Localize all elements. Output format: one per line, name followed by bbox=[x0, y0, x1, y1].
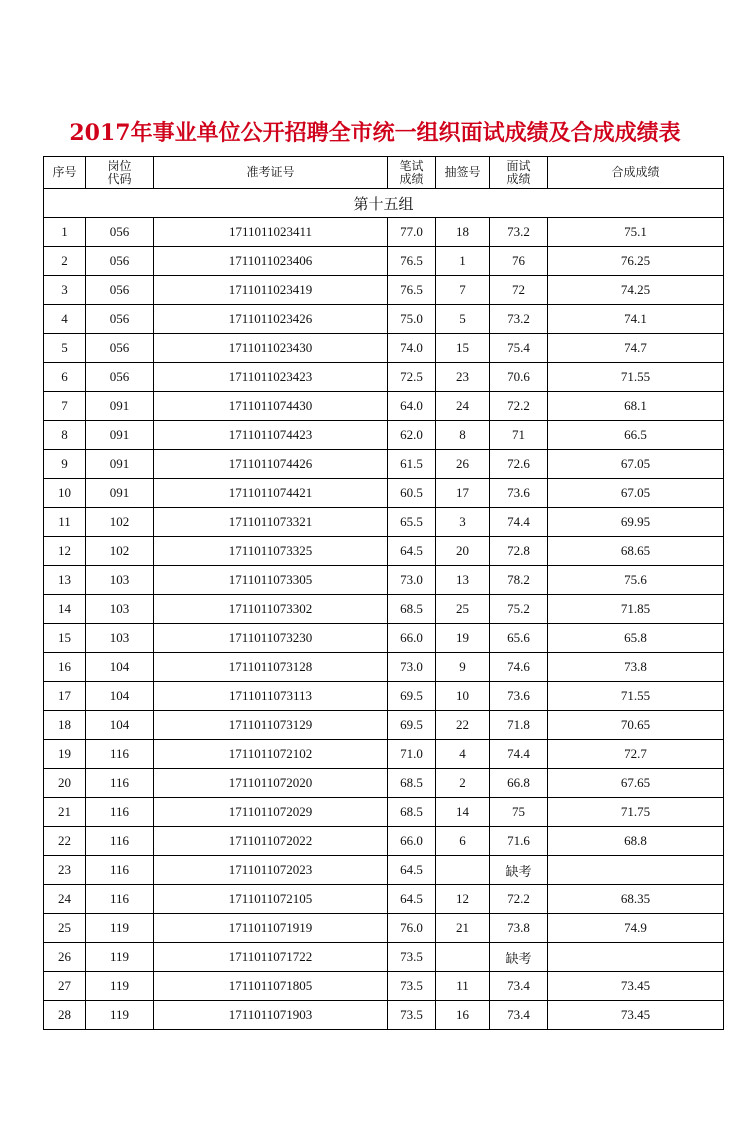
cell-exam-no: 1711011073325 bbox=[154, 537, 388, 566]
table-row bbox=[44, 740, 724, 769]
cell-combined: 67.05 bbox=[548, 479, 724, 508]
cell-exam-no: 1711011073302 bbox=[154, 595, 388, 624]
cell-combined: 70.65 bbox=[548, 711, 724, 740]
cell-interview: 72.2 bbox=[490, 885, 548, 914]
cell-draw-no: 14 bbox=[436, 798, 490, 827]
cell-post-code: 056 bbox=[86, 247, 154, 276]
cell-written: 73.5 bbox=[388, 972, 436, 1001]
cell-interview: 71 bbox=[490, 421, 548, 450]
cell-exam-no: 1711011074430 bbox=[154, 392, 388, 421]
cell-seq: 12 bbox=[44, 537, 86, 566]
table-row bbox=[44, 334, 724, 363]
cell-draw-no: 2 bbox=[436, 769, 490, 798]
cell-written: 74.0 bbox=[388, 334, 436, 363]
table-row bbox=[44, 392, 724, 421]
cell-post-code: 056 bbox=[86, 218, 154, 247]
cell-interview: 缺考 bbox=[490, 856, 548, 885]
table-row bbox=[44, 595, 724, 624]
cell-written: 66.0 bbox=[388, 624, 436, 653]
cell-draw-no: 18 bbox=[436, 218, 490, 247]
cell-draw-no bbox=[436, 856, 490, 885]
cell-interview: 65.6 bbox=[490, 624, 548, 653]
cell-written: 69.5 bbox=[388, 711, 436, 740]
cell-exam-no: 1711011073129 bbox=[154, 711, 388, 740]
cell-exam-no: 1711011072105 bbox=[154, 885, 388, 914]
cell-combined bbox=[548, 856, 724, 885]
cell-interview: 74.6 bbox=[490, 653, 548, 682]
cell-written: 75.0 bbox=[388, 305, 436, 334]
cell-exam-no: 1711011072020 bbox=[154, 769, 388, 798]
score-table bbox=[43, 156, 724, 1030]
cell-seq: 6 bbox=[44, 363, 86, 392]
table-row bbox=[44, 450, 724, 479]
cell-draw-no: 7 bbox=[436, 276, 490, 305]
table-row bbox=[44, 1001, 724, 1030]
group-row bbox=[44, 189, 724, 218]
table-row bbox=[44, 363, 724, 392]
cell-seq: 4 bbox=[44, 305, 86, 334]
cell-written: 65.5 bbox=[388, 508, 436, 537]
cell-seq: 2 bbox=[44, 247, 86, 276]
cell-interview: 73.2 bbox=[490, 218, 548, 247]
cell-interview: 71.6 bbox=[490, 827, 548, 856]
cell-exam-no: 1711011074423 bbox=[154, 421, 388, 450]
table-row bbox=[44, 566, 724, 595]
cell-seq: 23 bbox=[44, 856, 86, 885]
cell-post-code: 119 bbox=[86, 914, 154, 943]
cell-seq: 25 bbox=[44, 914, 86, 943]
cell-exam-no: 1711011023411 bbox=[154, 218, 388, 247]
header-written: 笔试 成绩 bbox=[388, 157, 436, 189]
header-draw-no: 抽签号 bbox=[436, 157, 490, 189]
cell-written: 73.5 bbox=[388, 943, 436, 972]
table-row bbox=[44, 798, 724, 827]
cell-interview: 72.2 bbox=[490, 392, 548, 421]
cell-exam-no: 1711011023419 bbox=[154, 276, 388, 305]
cell-draw-no: 8 bbox=[436, 421, 490, 450]
table-row bbox=[44, 624, 724, 653]
cell-draw-no: 16 bbox=[436, 1001, 490, 1030]
cell-written: 62.0 bbox=[388, 421, 436, 450]
cell-seq: 1 bbox=[44, 218, 86, 247]
cell-seq: 17 bbox=[44, 682, 86, 711]
cell-combined: 74.9 bbox=[548, 914, 724, 943]
cell-exam-no: 1711011071722 bbox=[154, 943, 388, 972]
cell-exam-no: 1711011072102 bbox=[154, 740, 388, 769]
cell-combined: 74.7 bbox=[548, 334, 724, 363]
cell-interview: 73.4 bbox=[490, 972, 548, 1001]
table-row bbox=[44, 247, 724, 276]
cell-draw-no: 17 bbox=[436, 479, 490, 508]
cell-post-code: 119 bbox=[86, 1001, 154, 1030]
cell-interview: 71.8 bbox=[490, 711, 548, 740]
cell-draw-no: 11 bbox=[436, 972, 490, 1001]
cell-written: 68.5 bbox=[388, 769, 436, 798]
header-interview: 面试 成绩 bbox=[490, 157, 548, 189]
cell-seq: 20 bbox=[44, 769, 86, 798]
cell-combined: 73.45 bbox=[548, 1001, 724, 1030]
cell-draw-no: 25 bbox=[436, 595, 490, 624]
cell-seq: 24 bbox=[44, 885, 86, 914]
cell-post-code: 104 bbox=[86, 682, 154, 711]
cell-interview: 73.6 bbox=[490, 682, 548, 711]
cell-post-code: 091 bbox=[86, 421, 154, 450]
cell-seq: 3 bbox=[44, 276, 86, 305]
cell-written: 68.5 bbox=[388, 595, 436, 624]
cell-written: 76.5 bbox=[388, 276, 436, 305]
cell-post-code: 104 bbox=[86, 711, 154, 740]
cell-combined: 68.8 bbox=[548, 827, 724, 856]
cell-written: 73.0 bbox=[388, 566, 436, 595]
cell-interview: 缺考 bbox=[490, 943, 548, 972]
table-row bbox=[44, 885, 724, 914]
cell-combined: 68.65 bbox=[548, 537, 724, 566]
cell-draw-no: 26 bbox=[436, 450, 490, 479]
cell-exam-no: 1711011023430 bbox=[154, 334, 388, 363]
header-seq: 序号 bbox=[44, 157, 86, 189]
cell-written: 60.5 bbox=[388, 479, 436, 508]
cell-post-code: 056 bbox=[86, 276, 154, 305]
table-row bbox=[44, 769, 724, 798]
cell-draw-no: 10 bbox=[436, 682, 490, 711]
cell-post-code: 056 bbox=[86, 334, 154, 363]
cell-exam-no: 1711011072029 bbox=[154, 798, 388, 827]
table-row bbox=[44, 682, 724, 711]
page-title: 2017年事业单位公开招聘全市统一组织面试成绩及合成成绩表 bbox=[69, 120, 681, 146]
cell-exam-no: 1711011023406 bbox=[154, 247, 388, 276]
header-post-code: 岗位 代码 bbox=[86, 157, 154, 189]
cell-seq: 13 bbox=[44, 566, 86, 595]
cell-exam-no: 1711011071805 bbox=[154, 972, 388, 1001]
table-row bbox=[44, 218, 724, 247]
cell-exam-no: 1711011072022 bbox=[154, 827, 388, 856]
cell-draw-no: 4 bbox=[436, 740, 490, 769]
cell-written: 77.0 bbox=[388, 218, 436, 247]
cell-post-code: 056 bbox=[86, 363, 154, 392]
cell-draw-no: 22 bbox=[436, 711, 490, 740]
cell-seq: 19 bbox=[44, 740, 86, 769]
table-row bbox=[44, 479, 724, 508]
cell-combined: 76.25 bbox=[548, 247, 724, 276]
cell-post-code: 091 bbox=[86, 450, 154, 479]
cell-interview: 73.6 bbox=[490, 479, 548, 508]
cell-seq: 15 bbox=[44, 624, 86, 653]
table-row bbox=[44, 276, 724, 305]
cell-exam-no: 1711011073321 bbox=[154, 508, 388, 537]
cell-interview: 74.4 bbox=[490, 508, 548, 537]
cell-post-code: 116 bbox=[86, 885, 154, 914]
cell-exam-no: 1711011074426 bbox=[154, 450, 388, 479]
cell-combined: 73.8 bbox=[548, 653, 724, 682]
cell-post-code: 102 bbox=[86, 508, 154, 537]
cell-post-code: 116 bbox=[86, 827, 154, 856]
cell-interview: 78.2 bbox=[490, 566, 548, 595]
cell-interview: 76 bbox=[490, 247, 548, 276]
cell-interview: 72.6 bbox=[490, 450, 548, 479]
cell-combined: 69.95 bbox=[548, 508, 724, 537]
cell-draw-no: 24 bbox=[436, 392, 490, 421]
table-row bbox=[44, 508, 724, 537]
cell-seq: 11 bbox=[44, 508, 86, 537]
cell-written: 66.0 bbox=[388, 827, 436, 856]
cell-exam-no: 1711011071903 bbox=[154, 1001, 388, 1030]
cell-interview: 73.2 bbox=[490, 305, 548, 334]
table-row bbox=[44, 653, 724, 682]
cell-written: 61.5 bbox=[388, 450, 436, 479]
cell-draw-no: 13 bbox=[436, 566, 490, 595]
cell-written: 64.5 bbox=[388, 885, 436, 914]
cell-post-code: 056 bbox=[86, 305, 154, 334]
cell-seq: 22 bbox=[44, 827, 86, 856]
cell-post-code: 103 bbox=[86, 566, 154, 595]
cell-post-code: 116 bbox=[86, 769, 154, 798]
cell-combined: 72.7 bbox=[548, 740, 724, 769]
cell-combined: 75.6 bbox=[548, 566, 724, 595]
cell-written: 76.0 bbox=[388, 914, 436, 943]
cell-draw-no: 19 bbox=[436, 624, 490, 653]
cell-interview: 75.2 bbox=[490, 595, 548, 624]
cell-post-code: 103 bbox=[86, 595, 154, 624]
cell-combined: 65.8 bbox=[548, 624, 724, 653]
cell-draw-no: 23 bbox=[436, 363, 490, 392]
cell-interview: 75 bbox=[490, 798, 548, 827]
cell-draw-no: 20 bbox=[436, 537, 490, 566]
cell-written: 69.5 bbox=[388, 682, 436, 711]
cell-interview: 74.4 bbox=[490, 740, 548, 769]
cell-post-code: 103 bbox=[86, 624, 154, 653]
cell-draw-no: 21 bbox=[436, 914, 490, 943]
table-row bbox=[44, 305, 724, 334]
cell-seq: 10 bbox=[44, 479, 86, 508]
cell-seq: 21 bbox=[44, 798, 86, 827]
table-row bbox=[44, 537, 724, 566]
cell-interview: 73.8 bbox=[490, 914, 548, 943]
cell-combined: 67.05 bbox=[548, 450, 724, 479]
cell-written: 64.5 bbox=[388, 537, 436, 566]
cell-post-code: 102 bbox=[86, 537, 154, 566]
cell-exam-no: 1711011072023 bbox=[154, 856, 388, 885]
cell-post-code: 091 bbox=[86, 479, 154, 508]
cell-interview: 66.8 bbox=[490, 769, 548, 798]
cell-written: 64.0 bbox=[388, 392, 436, 421]
cell-exam-no: 1711011073113 bbox=[154, 682, 388, 711]
header-row bbox=[44, 157, 724, 189]
cell-exam-no: 1711011071919 bbox=[154, 914, 388, 943]
cell-seq: 16 bbox=[44, 653, 86, 682]
cell-written: 71.0 bbox=[388, 740, 436, 769]
cell-exam-no: 1711011074421 bbox=[154, 479, 388, 508]
cell-draw-no: 5 bbox=[436, 305, 490, 334]
table-row bbox=[44, 421, 724, 450]
cell-post-code: 116 bbox=[86, 856, 154, 885]
cell-seq: 18 bbox=[44, 711, 86, 740]
cell-seq: 26 bbox=[44, 943, 86, 972]
cell-post-code: 119 bbox=[86, 943, 154, 972]
cell-exam-no: 1711011073230 bbox=[154, 624, 388, 653]
cell-combined: 71.55 bbox=[548, 363, 724, 392]
cell-combined bbox=[548, 943, 724, 972]
cell-exam-no: 1711011073128 bbox=[154, 653, 388, 682]
cell-combined: 68.1 bbox=[548, 392, 724, 421]
table-row bbox=[44, 943, 724, 972]
cell-seq: 14 bbox=[44, 595, 86, 624]
cell-post-code: 091 bbox=[86, 392, 154, 421]
cell-interview: 75.4 bbox=[490, 334, 548, 363]
cell-combined: 71.55 bbox=[548, 682, 724, 711]
table-row bbox=[44, 711, 724, 740]
table-row bbox=[44, 856, 724, 885]
cell-combined: 74.1 bbox=[548, 305, 724, 334]
cell-seq: 5 bbox=[44, 334, 86, 363]
cell-seq: 27 bbox=[44, 972, 86, 1001]
cell-interview: 72 bbox=[490, 276, 548, 305]
cell-written: 76.5 bbox=[388, 247, 436, 276]
cell-post-code: 116 bbox=[86, 740, 154, 769]
cell-combined: 74.25 bbox=[548, 276, 724, 305]
table-row bbox=[44, 972, 724, 1001]
cell-written: 73.0 bbox=[388, 653, 436, 682]
cell-seq: 7 bbox=[44, 392, 86, 421]
cell-written: 68.5 bbox=[388, 798, 436, 827]
cell-seq: 8 bbox=[44, 421, 86, 450]
cell-written: 64.5 bbox=[388, 856, 436, 885]
header-exam-no: 准考证号 bbox=[154, 157, 388, 189]
cell-exam-no: 1711011023423 bbox=[154, 363, 388, 392]
cell-combined: 71.85 bbox=[548, 595, 724, 624]
cell-seq: 28 bbox=[44, 1001, 86, 1030]
cell-draw-no bbox=[436, 943, 490, 972]
cell-exam-no: 1711011073305 bbox=[154, 566, 388, 595]
cell-draw-no: 6 bbox=[436, 827, 490, 856]
table-body bbox=[44, 218, 724, 1030]
cell-post-code: 116 bbox=[86, 798, 154, 827]
cell-exam-no: 1711011023426 bbox=[154, 305, 388, 334]
cell-draw-no: 3 bbox=[436, 508, 490, 537]
table-row bbox=[44, 914, 724, 943]
cell-combined: 67.65 bbox=[548, 769, 724, 798]
cell-combined: 71.75 bbox=[548, 798, 724, 827]
cell-combined: 73.45 bbox=[548, 972, 724, 1001]
cell-post-code: 104 bbox=[86, 653, 154, 682]
cell-combined: 68.35 bbox=[548, 885, 724, 914]
cell-written: 73.5 bbox=[388, 1001, 436, 1030]
cell-draw-no: 9 bbox=[436, 653, 490, 682]
header-combined: 合成成绩 bbox=[548, 157, 724, 189]
cell-draw-no: 12 bbox=[436, 885, 490, 914]
cell-post-code: 119 bbox=[86, 972, 154, 1001]
cell-interview: 73.4 bbox=[490, 1001, 548, 1030]
cell-draw-no: 1 bbox=[436, 247, 490, 276]
cell-interview: 70.6 bbox=[490, 363, 548, 392]
cell-draw-no: 15 bbox=[436, 334, 490, 363]
cell-interview: 72.8 bbox=[490, 537, 548, 566]
table-row bbox=[44, 827, 724, 856]
group-label: 第十五组 bbox=[44, 189, 724, 218]
cell-combined: 75.1 bbox=[548, 218, 724, 247]
cell-combined: 66.5 bbox=[548, 421, 724, 450]
cell-seq: 9 bbox=[44, 450, 86, 479]
cell-written: 72.5 bbox=[388, 363, 436, 392]
